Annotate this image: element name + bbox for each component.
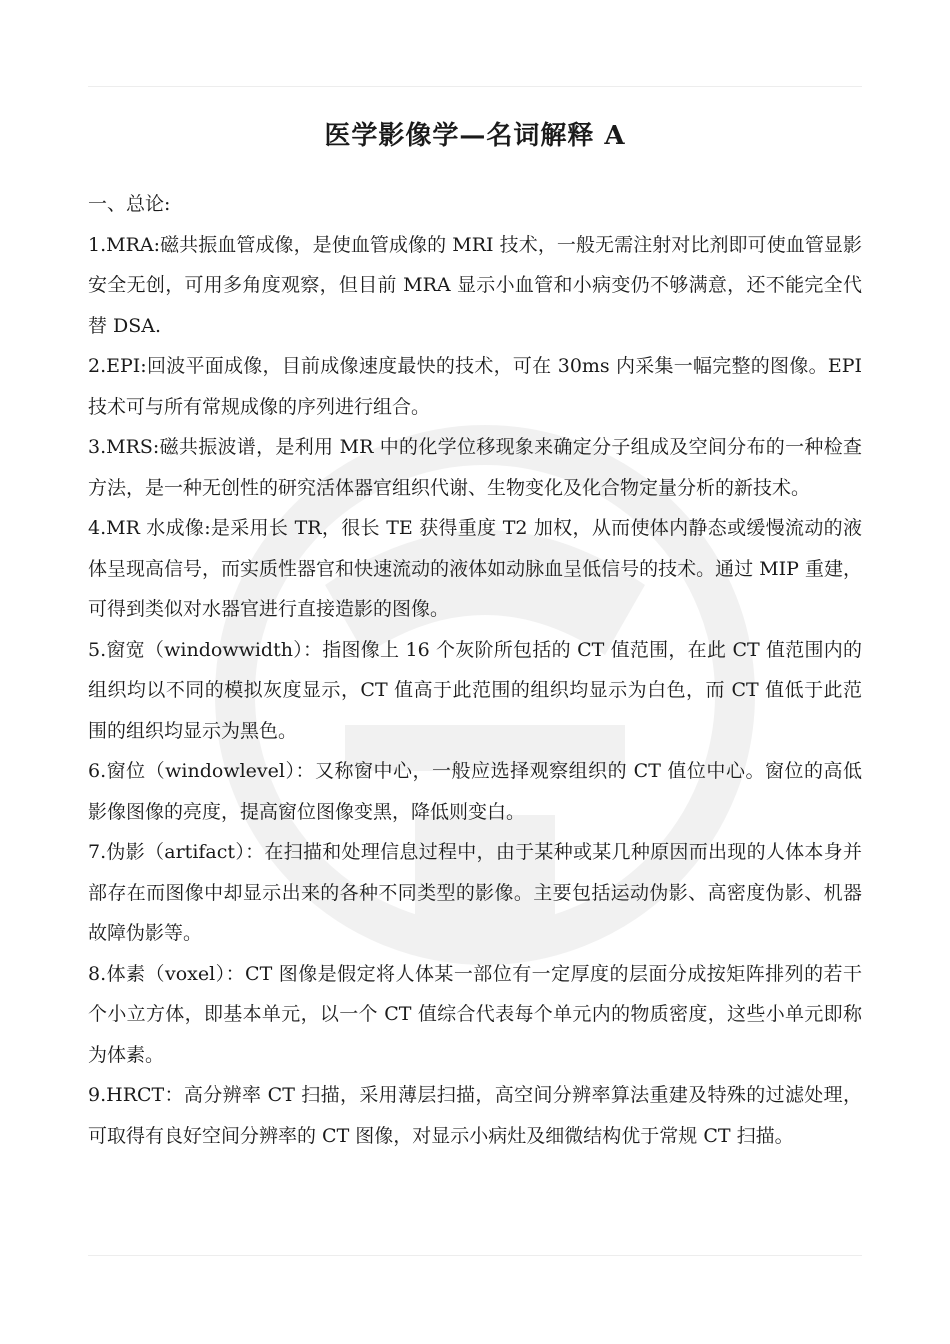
section-heading: 一、总论: xyxy=(88,193,171,215)
document-body xyxy=(88,184,862,1156)
header-divider xyxy=(88,86,862,87)
term-entry-artifact: 7.伪影（artifact）：在扫描和处理信息过程中，由于某种或某几种原因而出现的人体本身并部存在而图像中却显示出来的各种不同类型的影像。主要包括运动伪影、高密度伪影、机器故障伪影等。 xyxy=(88,841,862,944)
term-entry-mra: 1.MRA:磁共振血管成像，是使血管成像的 MRI 技术，一般无需注射对比剂即可使血管显影安全无创，可用多角度观察，但目前 MRA 显示小血管和小病变仍不够满意，还不能完全代替 DSA. xyxy=(88,233,862,337)
term-entry-voxel: 8.体素（voxel）：CT 图像是假定将人体某一部位有一定厚度的层面分成按矩阵排列的若干个小立方体，即基本单元，以一个 CT 值综合代表每个单元内的物质密度，这些小单元即称为体素。 xyxy=(88,962,862,1066)
term-entry-mrs: 3.MRS:磁共振波谱，是利用 MR 中的化学位移现象来确定分子组成及空间分布的一种检查方法，是一种无创性的研究活体器官组织代谢、生物变化及化合物定量分析的新技术。 xyxy=(88,436,862,499)
term-entry-window-level: 6.窗位（windowlevel）：又称窗中心，一般应选择观察组织的 CT 值位中心。窗位的高低影像图像的亮度，提高窗位图像变黑，降低则变白。 xyxy=(88,760,862,823)
term-entry-hrct: 9.HRCT：高分辨率 CT 扫描，采用薄层扫描，高空间分辨率算法重建及特殊的过滤处理，可取得有良好空间分辨率的 CT 图像，对显示小病灶及细微结构优于常规 CT 扫描。 xyxy=(88,1084,862,1147)
term-entry-epi: 2.EPI:回波平面成像，目前成像速度最快的技术，可在 30ms 内采集一幅完整的图像。EPI 技术可与所有常规成像的序列进行组合。 xyxy=(88,355,862,418)
footer-divider xyxy=(88,1255,862,1256)
term-entry-mr-hydrography: 4.MR 水成像:是采用长 TR，很长 TE 获得重度 T2 加权，从而使体内静态或缓慢流动的液体呈现高信号，而实质性器官和快速流动的液体如动脉血呈低信号的技术。通过 MIP 重建，可得到类似对水器官进行直接造影的图像。 xyxy=(88,517,862,620)
document-title: 医学影像学—名词解释 A xyxy=(324,121,626,151)
term-entry-window-width: 5.窗宽（windowwidth）：指图像上 16 个灰阶所包括的 CT 值范围，在此 CT 值范围内的组织均以不同的模拟灰度显示，CT 值高于此范围的组织均显示为白色，而 CT 值低于此范围的组织均显示为黑色。 xyxy=(88,638,862,742)
